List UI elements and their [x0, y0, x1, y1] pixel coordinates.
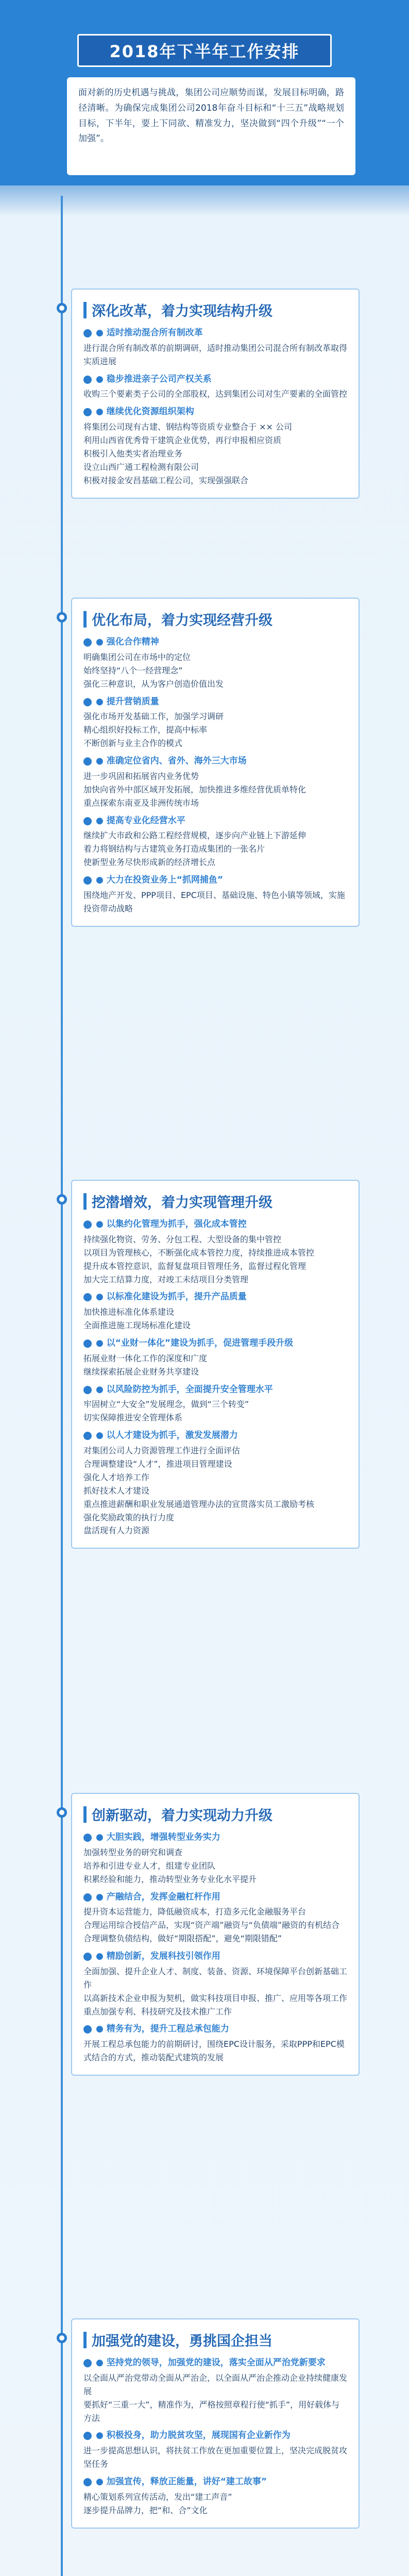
item-heading-text: ● 以人才建设为抓手，激发发展潜力 [96, 1430, 238, 1441]
bullet-circle-icon [83, 329, 92, 337]
item-line: 以高新技术企业申报为契机，做实科技项目申报、推广、应用等各项工作 [83, 1993, 348, 2003]
item-line: 始终坚持“八个一经营理念” [83, 665, 183, 675]
intro-paragraph: 面对新的历史机遇与挑战，集团公司应顺势而谋，发展目标明确，路径清晰。为确保完成集团公司2018年奋斗目标和“十三五”战略规划目标，下半年，要上下同欲、精准发力，坚决做到“四个升级”“一个加强”。 [67, 77, 355, 175]
item-line: 积极对接金安昌基础工程公司，实现强强联合 [83, 475, 249, 485]
item-heading-text: ● 大力在投资业务上“抓网捕鱼” [96, 875, 224, 886]
item-line: 开展工程总承包能力的前期研讨，围绕EPC设计服务，采取PPP和EPC模式结合的方式，推动装配式建筑的发展 [83, 2039, 345, 2063]
item-heading [83, 696, 347, 708]
item-line: 提升资本运营能力，降低融资成本，打造多元化金融服务平台 [83, 1907, 306, 1917]
bullet-circle-icon [83, 1893, 92, 1902]
item-line: 要抓好“三重一大”，精准作为，严格按照章程行使“抓手”，用好载体与方法 [83, 2399, 340, 2423]
item-line: 继续扩大市政和公路工程经营规模，逐步向产业链上下游延伸 [83, 831, 306, 841]
timeline-line [61, 196, 63, 2576]
section-header [83, 300, 347, 320]
item-line: 加大完工结算力度，对竣工未结项目分类管理 [83, 1274, 249, 1284]
section-card [71, 1793, 360, 2076]
item-heading [83, 1891, 347, 1904]
page-title: 2018年下半年工作安排 [109, 42, 300, 61]
item-line: 培养和引进专业人才，组建专业团队 [83, 1860, 216, 1871]
item-line: 使新型业务尽快形成新的经济增长点 [83, 857, 216, 868]
item-line: 重点推进薪酬和职业发展通道管理办法的宣贯落实员工激励考核 [83, 1499, 315, 1509]
item-heading [83, 2023, 347, 2036]
section-title: 深化改革，着力实现结构升级 [92, 303, 272, 319]
item-heading-text: ● 以集约化管理为抓手，强化成本管控 [96, 1219, 247, 1229]
item-heading [83, 1218, 347, 1231]
timeline-dot [57, 1807, 67, 1818]
item-line: 拓展业财一体化工作的深度和广度 [83, 1353, 208, 1363]
item-heading-text: ● 强化合作精神 [96, 637, 159, 647]
item-heading [83, 874, 347, 887]
item-line: 强化奖励政策的执行力度 [83, 1512, 175, 1522]
item-line: 精心策划系列宣传活动，发出“建工声音” [83, 2492, 232, 2502]
item-heading [83, 374, 347, 386]
item-line: 将集团公司现有古建、钢结构等资质专业整合于 ×× 公司 [83, 422, 292, 432]
item-line: 加强转型业务的研究和调查 [83, 1847, 183, 1857]
section-header [83, 609, 347, 629]
item-line: 进行混合所有制改革的前期调研，适时推动集团公司混合所有制改革取得实质进展 [83, 343, 348, 366]
item-heading [83, 2357, 347, 2369]
item-heading-text: ● 继续优化资源组织架构 [96, 406, 194, 417]
section-title: 挖潜增效，着力实现管理升级 [92, 1195, 272, 1211]
item-line: 以项目为管理核心，不断强化成本管控力度，持续推进成本管控 [83, 1247, 315, 1258]
section-accent-bar [83, 1193, 87, 1210]
item-heading [83, 755, 347, 768]
item-heading-text: ● 适时推动混合所有制改革 [96, 328, 203, 338]
item-heading-text: ● 加强宣传，释放正能量，讲好“建工故事” [96, 2477, 267, 2487]
section-accent-bar [83, 302, 87, 318]
item-line: 逐步提升品牌力，把“和、合”文化 [83, 2505, 208, 2515]
section-accent-bar [83, 1806, 87, 1823]
bullet-circle-icon [83, 376, 92, 384]
bullet-circle-icon [83, 876, 92, 885]
item-line: 加快推进标准化体系建设 [83, 1307, 175, 1317]
section-title: 创新驱动，着力实现动力升级 [92, 1808, 272, 1824]
item-line: 重点探索东南亚及非洲传统市场 [83, 798, 199, 808]
item-line: 围绕地产开发、PPP项目、EPC项目、基础设施、特色小镇等领域，实施投资带动战略 [83, 890, 345, 913]
timeline-dot [57, 303, 67, 313]
bullet-circle-icon [83, 638, 92, 647]
section-header [83, 2330, 347, 2350]
item-heading-text: ● 提高专业化经营水平 [96, 815, 185, 826]
bullet-circle-icon [83, 757, 92, 766]
item-line: 盘活现有人力资源 [83, 1526, 150, 1536]
item-heading [83, 1291, 347, 1303]
item-heading [83, 1384, 347, 1396]
item-line: 积极引入他类实者治理业务 [83, 448, 183, 459]
bullet-circle-icon [83, 2478, 92, 2486]
item-line: 抓好技术人才建设 [83, 1485, 150, 1496]
item-line: 持续强化物资、劳务、分包工程、大型设备的集中管控 [83, 1234, 282, 1244]
bullet-circle-icon [83, 2025, 92, 2033]
section-card [71, 1180, 360, 1549]
item-heading-text: ● 稳步推进亲子公司产权关系 [96, 374, 212, 384]
item-line: 积累经验和能力，推动转型业务专业化水平提升 [83, 1874, 257, 1884]
bullet-circle-icon [83, 1834, 92, 1842]
bullet-circle-icon [83, 1340, 92, 1348]
item-heading [83, 1832, 347, 1844]
item-heading-text: ● 大胆实践，增强转型业务实力 [96, 1832, 220, 1842]
bullet-circle-icon [83, 817, 92, 825]
section-header [83, 1191, 347, 1211]
item-line: 强化三种意识，从为客户创造价值出发 [83, 679, 224, 689]
page-title-banner [77, 34, 332, 67]
item-line: 合理运用综合授信产品，实现“资产端”融资与“负债端”融资的有机结合 [83, 1920, 340, 1930]
bullet-circle-icon [83, 1386, 92, 1394]
bullet-circle-icon [83, 1432, 92, 1440]
item-line: 牢固树立“大安全”发展理念，做到“三个转变” [83, 1399, 249, 1410]
item-line: 不断创新与业主合作的模式 [83, 738, 183, 749]
item-heading-text: ● 以风险防控为抓手，全面提升安全管理水平 [96, 1384, 273, 1395]
bullet-circle-icon [83, 2432, 92, 2440]
item-line: 进一步巩固和拓展省内业务优势 [83, 771, 199, 781]
item-heading [83, 2476, 347, 2488]
timeline-dot [57, 1194, 67, 1205]
item-line: 提升成本管控意识，监督复盘项目管理任务，监督过程化管理 [83, 1261, 306, 1271]
timeline-dot [57, 612, 67, 622]
item-heading-text: ● 精务有为，提升工程总承包能力 [96, 2024, 229, 2035]
section-title: 加强党的建设，勇挑国企担当 [92, 2333, 272, 2349]
item-line: 对集团公司人力资源管理工作进行全面评估 [83, 1446, 241, 1456]
item-heading-text: ● 以“业财一体化”建设为抓手，促进管理手段升级 [96, 1338, 294, 1349]
item-line: 收购三个要素类子公司的全部股权，达到集团公司对生产要素的全面管控 [83, 389, 348, 399]
item-line: 强化市场开发基础工作，加强学习调研 [83, 711, 224, 722]
bullet-circle-icon [83, 408, 92, 416]
item-line: 强化人才培养工作 [83, 1472, 150, 1482]
section-card [71, 598, 360, 927]
item-heading-text: ● 积极投身，助力脱贫攻坚，展现国有企业新作为 [96, 2430, 291, 2441]
section-card [71, 2318, 360, 2529]
item-heading-text: ● 精励创新，发展科技引领作用 [96, 1951, 220, 1962]
section-card [71, 289, 360, 499]
item-heading-text: ● 准确定位省内、省外、海外三大市场 [96, 756, 247, 767]
item-line: 着力将钢结构与古建筑业务打造成集团的一张名片 [83, 844, 265, 854]
section-accent-bar [83, 2332, 87, 2348]
item-line: 合理调整负债结构，做好“期限搭配”，避免“期限错配” [83, 1934, 282, 1944]
item-line: 合理调整建设“人才”，推进项目管理建设 [83, 1459, 232, 1469]
item-line: 重点加强专利、科技研究及技术推广工作 [83, 2006, 232, 2016]
item-heading [83, 1951, 347, 1963]
item-heading-text: ● 提升营销质量 [96, 696, 159, 707]
bullet-circle-icon [83, 1293, 92, 1301]
item-line: 进一步提高思想认识，将扶贫工作放在更加重要位置上，坚决完成脱贫攻坚任务 [83, 2446, 348, 2469]
item-line: 切实保障推进安全管理体系 [83, 1413, 183, 1423]
item-line: 加快向省外中部区域开发拓展，加快推进多维经营优质单特化 [83, 784, 306, 794]
item-heading-text: ● 产融结合，发挥金融杠杆作用 [96, 1891, 220, 1902]
item-line: 全面加强、提升企业人才、制度、装备、资源、环境保障平台创新基础工作 [83, 1966, 348, 1990]
item-line: 利用山西省优秀骨干建筑企业优势，再行申报相应资质 [83, 435, 282, 446]
item-line: 以全面从严治党带动全面从严治企，以全面从严治企推动企业持续健康发展 [83, 2372, 348, 2396]
item-heading [83, 327, 347, 340]
item-heading [83, 815, 347, 827]
item-heading [83, 636, 347, 649]
bullet-circle-icon [83, 698, 92, 706]
bullet-circle-icon [83, 1953, 92, 1961]
item-line: 继续探索拓展企业财务共享建设 [83, 1366, 199, 1377]
bullet-circle-icon [83, 2359, 92, 2367]
timeline-dot [57, 2333, 67, 2343]
section-title: 优化布局，着力实现经营升级 [92, 613, 272, 629]
item-heading-text: ● 坚持党的领导，加强党的建设，落实全面从严治党新要求 [96, 2358, 326, 2368]
item-heading [83, 406, 347, 418]
section-header [83, 1804, 347, 1824]
item-heading [83, 2430, 347, 2442]
section-accent-bar [83, 611, 87, 628]
item-line: 设立山西广通工程检测有限公司 [83, 462, 199, 472]
bullet-circle-icon [83, 1221, 92, 1229]
item-line: 精心组织好投标工作，提高中标率 [83, 725, 208, 735]
item-heading [83, 1430, 347, 1442]
item-line: 全面推进施工现场标准化建设 [83, 1320, 191, 1331]
item-line: 明确集团公司在市场中的定位 [83, 652, 191, 662]
item-heading [83, 1337, 347, 1350]
item-heading-text: ● 以标准化建设为抓手，提升产品质量 [96, 1292, 247, 1302]
